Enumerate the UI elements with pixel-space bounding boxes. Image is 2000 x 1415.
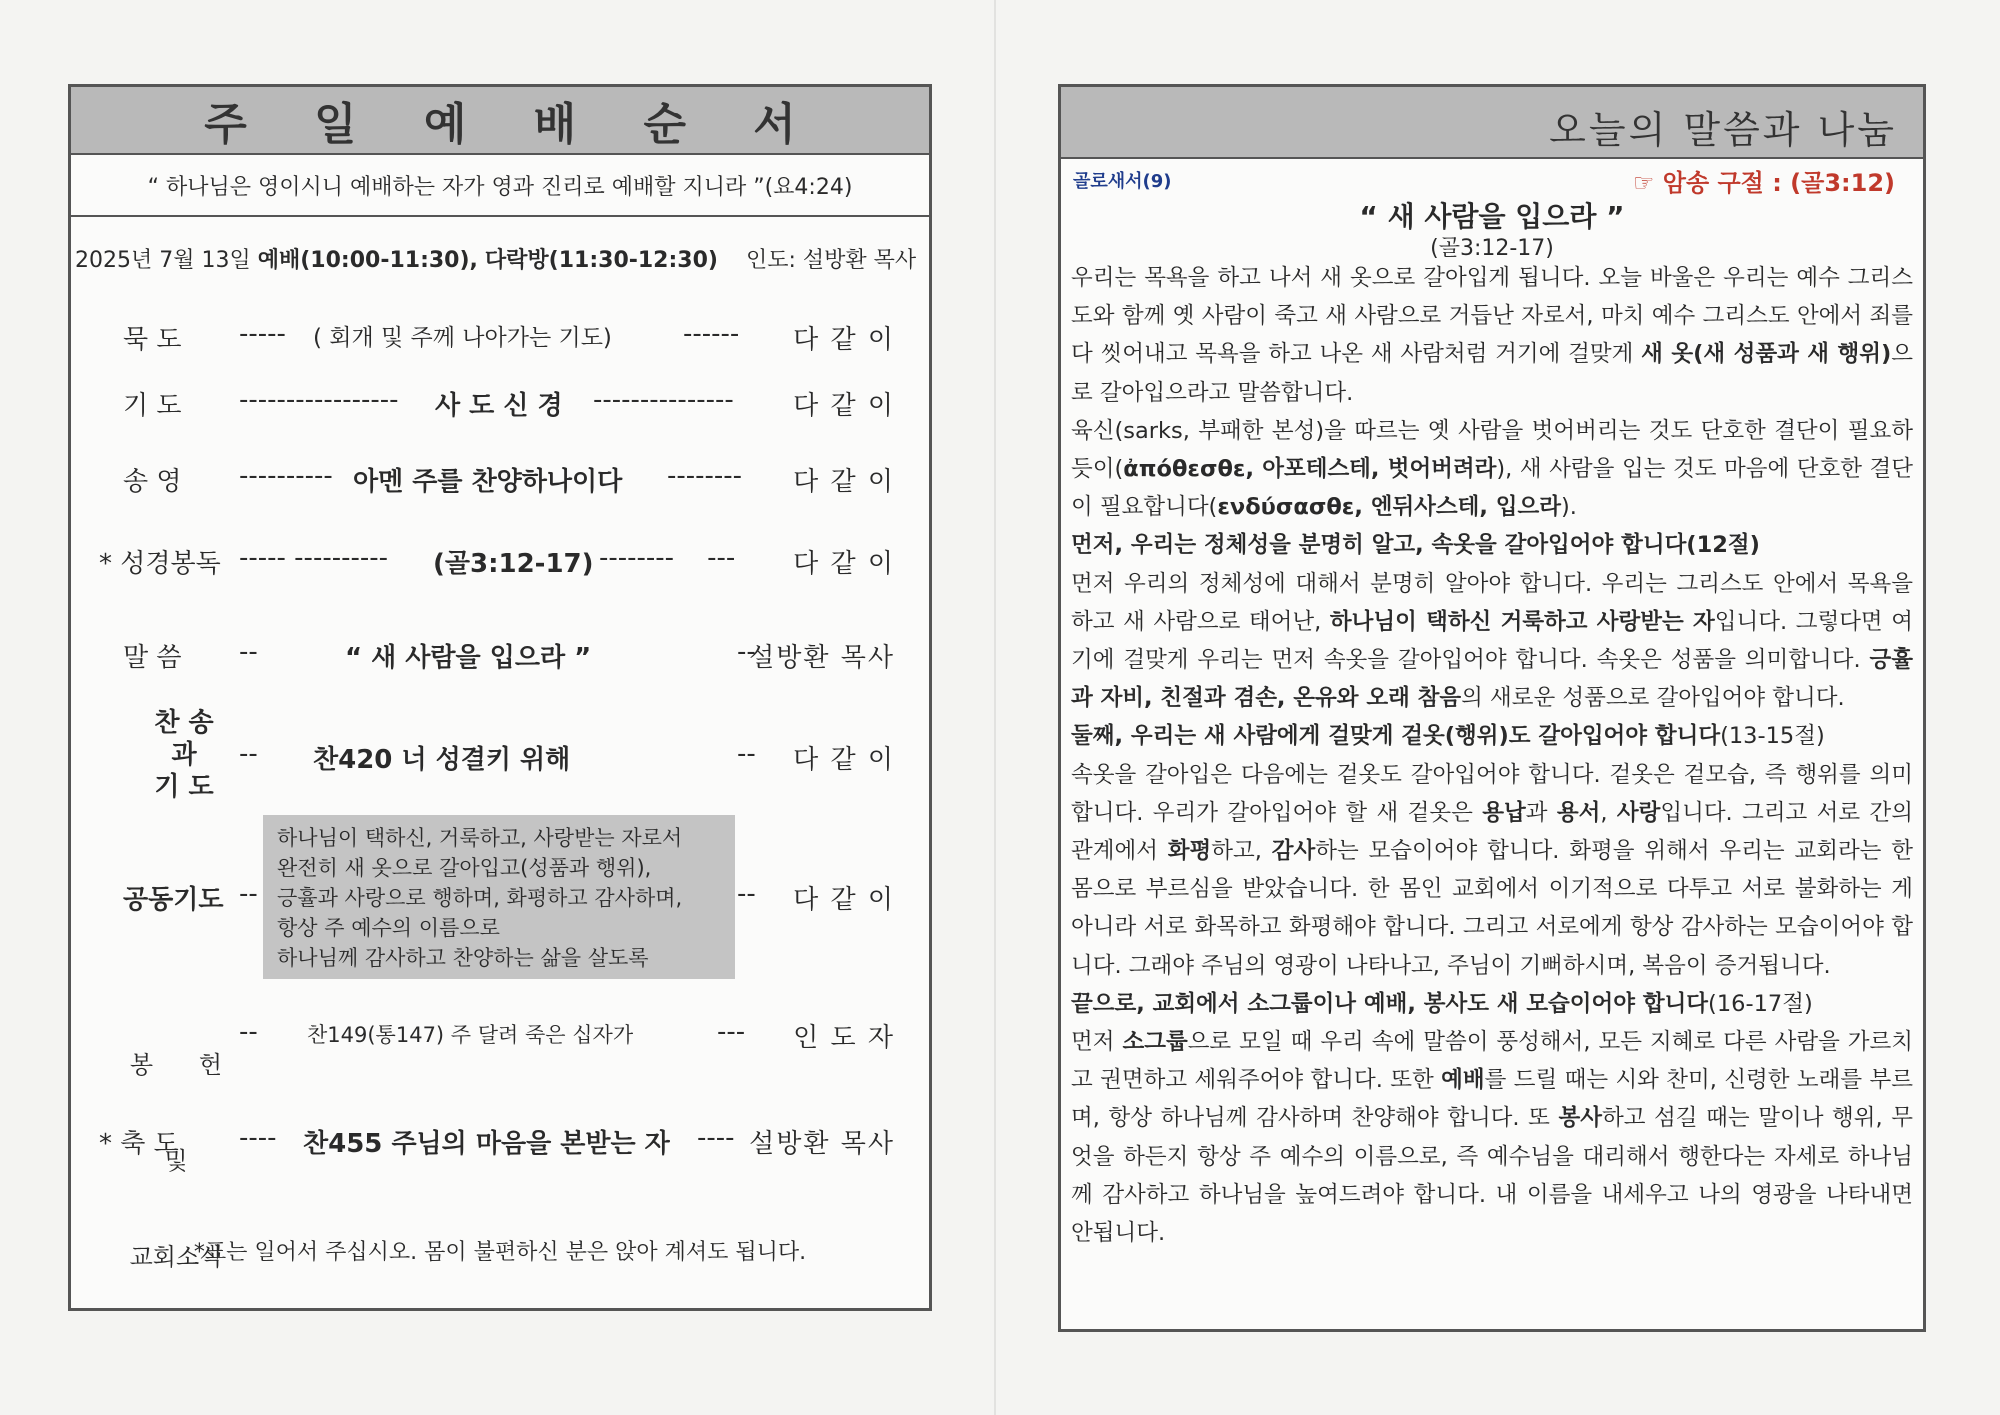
order-who: 설방환 목사	[749, 643, 895, 673]
order-content: 찬455 주님의 마음을 본받는 자	[303, 1129, 670, 1159]
order-label: * 축 도	[99, 1129, 179, 1159]
prayer-line: 완전히 새 옷으로 갈아입고(성품과 행위),	[277, 856, 652, 880]
order-dashes: ----------	[239, 461, 333, 491]
order-label: 찬 송 과 기 도	[154, 708, 214, 802]
series-tag: 골로새서(9)	[1073, 171, 1172, 192]
order-who: 다 같 이	[793, 885, 895, 915]
order-dashes: ----	[697, 1123, 735, 1153]
sermon-paragraph: 먼저, 우리는 정체성을 분명히 알고, 속옷을 갈아입어야 합니다(12절)	[1071, 532, 1760, 559]
sermon-panel	[1058, 84, 1926, 1332]
order-label: 기 도	[123, 391, 182, 421]
sermon-paragraph: 속옷을 갈아입은 다음에는 겉옷도 갈아입어야 합니다. 겉옷은 겉모습, 즉 행위를 의미합니다. 우리가 갈아입어야 할 새 겉옷은 용납과 용서, 사랑입니다. 그리고 서로 간의 관계에서 화평하고, 감사하는 모습이어야 합니다. 화평을 위해서 우리는 교회라는 한 몸으로 부르심을 받았습니다. 한 몸인 교회에서 이기적으로 다투고 서로 불화하는 게 아니라 서로 화목하고 화평해야 합니다. 그리고 서로에게 항상 감사하는 모습이어야 합니다. 그래야 주님의 영광이 나타나고, 주님이 기뻐하시며, 복음이 증거됩니다.	[1071, 761, 1914, 979]
order-content: 찬149(통147) 주 달려 죽은 십자가	[307, 1023, 634, 1047]
sermon-header	[1061, 87, 1923, 159]
order-content: “ 새 사람을 입으라 ”	[345, 643, 592, 673]
sermon-paragraph: 우리는 목욕을 하고 나서 새 옷으로 갈아입게 됩니다. 오늘 바울은 우리는 예수 그리스도와 함께 옛 사람이 죽고 새 사람으로 거듭난 자로서, 마치 예수 그리스도 안에서 죄를 다 씻어내고 목욕을 하고 나온 새 사람처럼 거기에 걸맞게 새 옷(새 성품과 새 행위)으로 갈아입으라고 말씀합니다.	[1071, 265, 1914, 406]
sermon-paragraph: 둘째, 우리는 새 사람에게 걸맞게 겉옷(행위)도 갈아입어야 합니다(13-15절)	[1071, 723, 1825, 750]
order-content: 찬420 너 성결키 위해	[313, 745, 571, 775]
order-dashes: ----	[239, 1123, 277, 1153]
sermon-reference: (골3:12-17)	[1430, 236, 1554, 261]
order-who: 설방환 목사	[749, 1129, 895, 1159]
page-fold	[994, 0, 996, 1415]
prayer-line: 긍휼과 사랑으로 행하며, 화평하고 감사하며,	[277, 886, 683, 910]
worship-order-panel	[68, 84, 932, 1311]
order-label: 말 씀	[123, 643, 182, 673]
sermon-header-title: 오늘의 말씀과 나눔	[1549, 108, 1897, 152]
order-dashes: -----	[239, 319, 286, 349]
order-content: (골3:12-17)	[433, 549, 594, 579]
fellowship-time: 다락방(11:30-12:30)	[484, 248, 718, 273]
sermon-paragraph: 끝으로, 교회에서 소그룹이나 예배, 봉사도 새 모습이어야 합니다(16-17절)	[1071, 990, 1813, 1017]
theme-verse: “ 하나님은 영이시니 예배하는 자가 영과 진리로 예배할 지니라 ”(요4:24)	[71, 155, 929, 217]
service-time: 예배(10:00-11:30),	[257, 248, 478, 273]
sermon-title: “ 새 사람을 입으라 ”	[1359, 200, 1625, 233]
worship-order-header	[71, 87, 929, 155]
order-who: 인 도 자	[793, 1023, 895, 1053]
order-who: 다 같 이	[793, 391, 895, 421]
order-label: 묵 도	[123, 325, 182, 355]
order-label: 봉 헌 및 교회소식	[129, 1051, 223, 1271]
service-info	[75, 243, 927, 274]
standing-note: *표는 일어서 주십시오. 몸이 불편하신 분은 앉아 계셔도 됩니다.	[193, 1240, 807, 1265]
order-label: * 성경봉독	[99, 549, 221, 579]
order-dashes: --	[239, 739, 258, 769]
order-who: 다 같 이	[793, 549, 895, 579]
order-dashes: --	[737, 739, 756, 769]
order-content: ( 회개 및 주께 나아가는 기도)	[313, 325, 612, 351]
order-label: 공동기도	[123, 885, 224, 915]
order-dashes: --	[239, 879, 258, 909]
sermon-paragraph: 먼저 우리의 정체성에 대해서 분명히 알아야 합니다. 우리는 그리스도 안에서 목욕을 하고 새 사람으로 태어난, 하나님이 택하신 거룩하고 사랑받는 자입니다. 그렇다면 여기에 걸맞게 우리는 먼저 속옷을 갈아입어야 합니다. 속옷은 성품을 의미합니다. 긍휼과 자비, 친절과 겸손, 온유와 오래 참음의 새로운 성품으로 갈아입어야 합니다.	[1071, 570, 1913, 712]
order-dashes: --	[239, 637, 258, 667]
order-dashes: --	[239, 1017, 258, 1047]
order-who: 다 같 이	[793, 325, 895, 355]
order-dashes: -----------------	[239, 385, 399, 415]
worship-order-title: 주 일 예 배 순 서	[204, 99, 822, 150]
order-dashes: -------- ---	[599, 543, 736, 573]
sermon-paragraph: 먼저 소그룹으로 모일 때 우리 속에 말씀이 풍성해서, 모든 지혜로 다른 사람을 가르치고 권면하고 세워주어야 합니다. 또한 예배를 드릴 때는 시와 찬미, 신령한 노래를 부르며, 항상 하나님께 감사하며 찬양해야 합니다. 또 봉사하고 섬길 때는 말이나 행위, 무엇을 하든지 항상 주 예수의 이름으로, 즉 예수님을 대리해서 행한다는 자세로 하나님께 감사하고 하나님을 높여드려야 합니다. 내 이름을 내세우고 나의 영광을 나타내면 안됩니다.	[1071, 1029, 1913, 1247]
order-dashes: --	[737, 879, 756, 909]
order-content: 아멘 주를 찬양하나이다	[353, 467, 623, 497]
order-dashes: ---------------	[593, 385, 734, 415]
order-dashes: ----- ----------	[239, 543, 388, 573]
order-dashes: ---	[717, 1017, 746, 1047]
order-who: 다 같 이	[793, 745, 895, 775]
order-label: 송 영	[123, 467, 182, 497]
order-dashes: ------	[683, 319, 740, 349]
prayer-line: 항상 주 예수의 이름으로	[277, 916, 500, 940]
order-dashes: --------	[667, 461, 743, 491]
prayer-line: 하나님이 택하신, 거룩하고, 사랑받는 자로서	[277, 826, 683, 850]
order-content: 사 도 신 경	[435, 391, 563, 421]
order-who: 다 같 이	[793, 467, 895, 497]
memory-verse: ☞ 암송 구절 : (골3:12)	[1632, 169, 1895, 197]
sermon-paragraph: 육신(sarks, 부패한 본성)을 따르는 옛 사람을 벗어버리는 것도 단호한 결단이 필요하듯이(ἀπόθεσθε, 아포테스테, 벗어버려라), 새 사람을 입는 것도 마음에 단호한 결단이 필요합니다(ενδύσασθε, 엔뒤사스테, 입으라).	[1071, 417, 1914, 521]
service-date: 2025년 7월 13일	[75, 248, 251, 273]
common-prayer-box	[263, 815, 735, 979]
service-leader: 인도: 설방환 목사	[745, 248, 917, 273]
prayer-line: 하나님께 감사하고 찬양하는 삶을 살도록	[277, 946, 649, 970]
sermon-body	[1071, 259, 1913, 1252]
order-dashes: --	[737, 637, 756, 667]
